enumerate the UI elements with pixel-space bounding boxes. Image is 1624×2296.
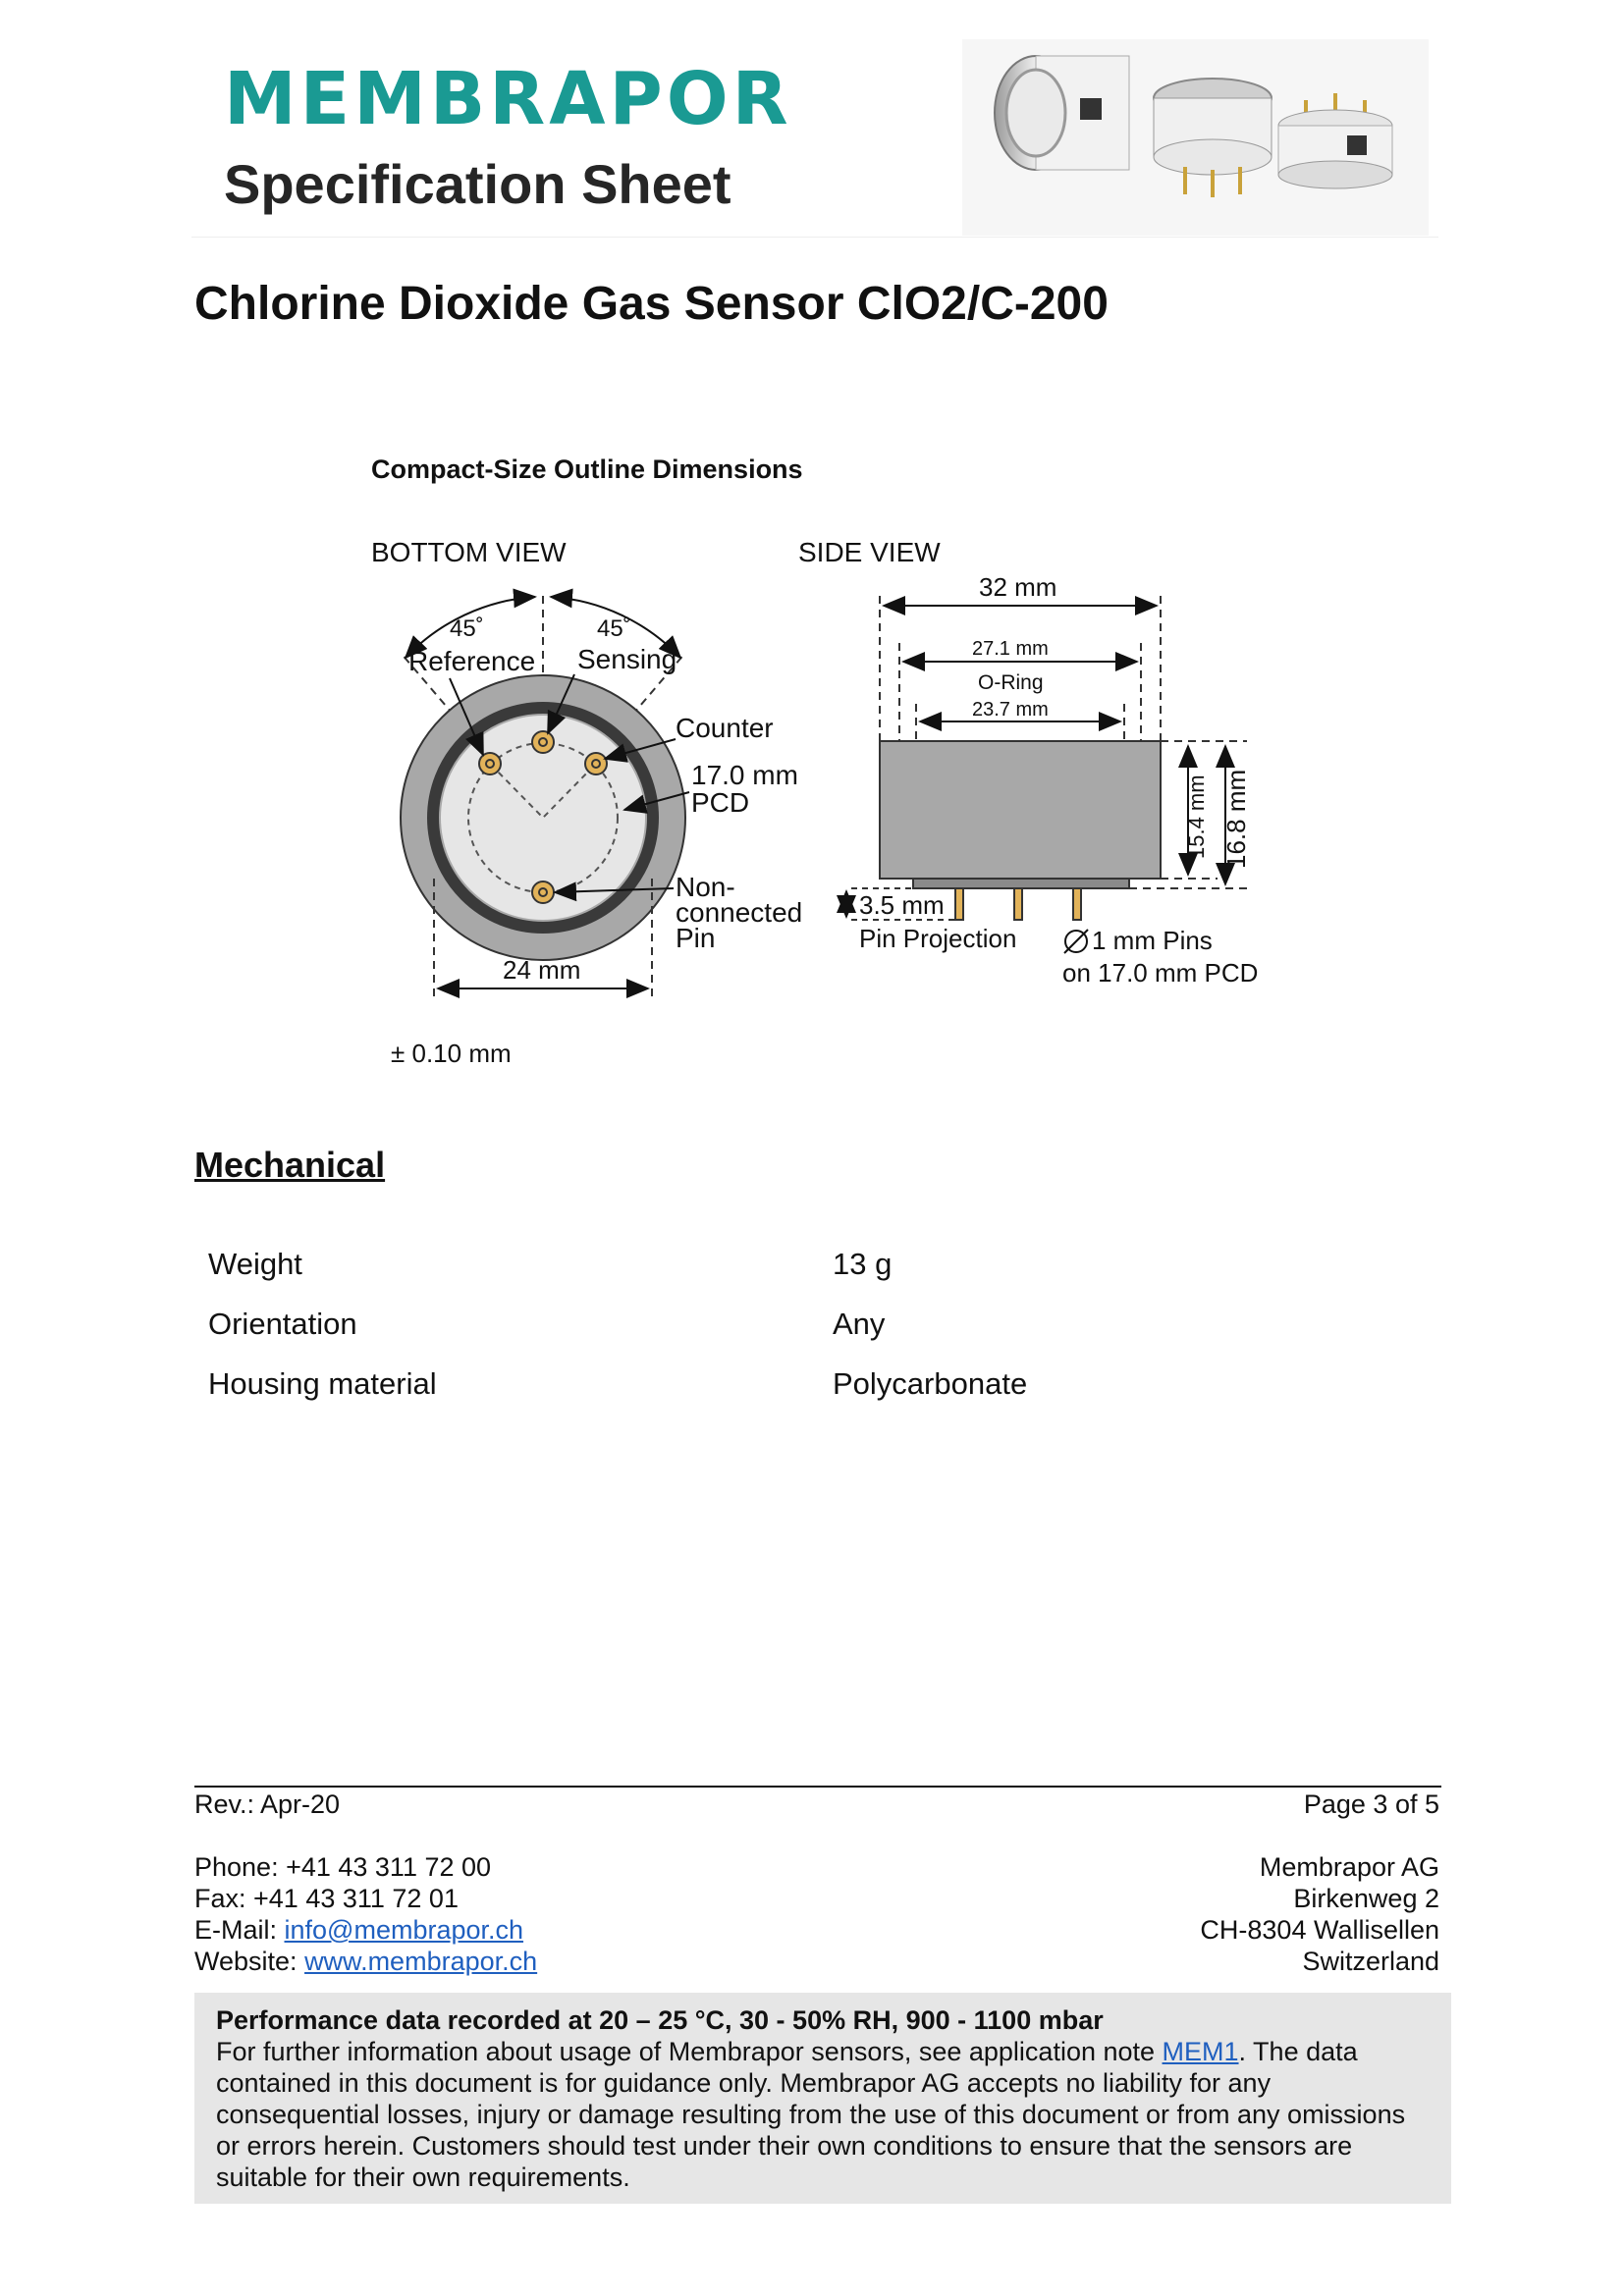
contact-block: [194, 1851, 537, 1977]
spec-row-housing: [208, 1366, 1288, 1406]
email-line: E-Mail: info@membrapor.ch: [194, 1915, 524, 1945]
bottom-view-drawing: [401, 596, 802, 996]
spec-label: Housing material: [208, 1366, 437, 1401]
pins-label: 1 mm Pins: [1092, 926, 1213, 955]
spec-row-weight: [208, 1247, 1288, 1286]
disclaimer-heading: Performance data recorded at 20 – 25 °C, 30 - 50% RH, 900 - 1100 mbar: [216, 2005, 1104, 2035]
pins-pcd-label: on 17.0 mm PCD: [1062, 958, 1259, 988]
width-32-label: 32 mm: [979, 572, 1057, 602]
svg-text:connected: connected: [676, 897, 803, 928]
pcd-label: PCD: [691, 787, 750, 818]
sensing-label: Sensing: [577, 644, 677, 674]
website-line: Website: www.membrapor.ch: [194, 1947, 538, 1976]
bottom-view-label: BOTTOM VIEW: [371, 537, 567, 567]
width-23-label: 23.7 mm: [972, 699, 1049, 721]
page-number: Page 3 of 5: [1303, 1789, 1439, 1819]
revision-label: Rev.: Apr-20: [194, 1789, 341, 1819]
diagram-heading: Compact-Size Outline Dimensions: [371, 454, 803, 484]
reference-label: Reference: [408, 646, 536, 676]
pin-projection-label: Pin Projection: [859, 924, 1017, 953]
oring-label: O-Ring: [978, 671, 1044, 694]
spec-sheet-subtitle: Specification Sheet: [224, 153, 731, 215]
side-view-label: SIDE VIEW: [798, 537, 941, 567]
country-text: Switzerland: [1302, 1947, 1439, 1976]
company-name: Membrapor AG: [1259, 1852, 1439, 1882]
svg-text:Non-: Non-: [676, 872, 735, 902]
disclaimer-text: Performance data recorded at 20 – 25 °C, 30 - 50% RH, 900 - 1100 mbar For further information about usage of Membrapor sensors, see application note MEM1. The data contained in this document is for guidance only. Membrapor AG accepts no liability for any consequential losses, injury or damage resulting from the use of this document or from any omissions or errors herein. Customers should test under their own conditions to ensure that the sensors are suitable for their own requirements.: [216, 2005, 1406, 2192]
sensor-photo-icon: [962, 39, 1429, 236]
spec-label: Orientation: [208, 1307, 357, 1341]
spec-value: Polycarbonate: [833, 1366, 1028, 1401]
document-title: Chlorine Dioxide Gas Sensor ClO2/C-200: [194, 278, 1109, 330]
width-27-label: 27.1 mm: [972, 638, 1049, 660]
spec-value: 13 g: [833, 1247, 893, 1281]
mem1-link[interactable]: MEM1: [1162, 2037, 1239, 2066]
street-text: Birkenweg 2: [1293, 1884, 1439, 1913]
height-15-label: 15.4 mm: [1184, 774, 1209, 859]
diameter-label: 24 mm: [503, 955, 581, 985]
fax-text: Fax: +41 43 311 72 01: [194, 1884, 459, 1913]
city-text: CH-8304 Wallisellen: [1200, 1915, 1439, 1945]
email-link[interactable]: info@membrapor.ch: [284, 1915, 524, 1945]
address-block: [1047, 1851, 1439, 1977]
outline-dimensions-diagram: [363, 447, 1286, 1075]
pcd-value: 17.0 mm: [691, 760, 798, 790]
tolerance-label: ± 0.10 mm: [391, 1039, 512, 1068]
side-view-drawing: [846, 572, 1258, 988]
height-16-label: 16.8 mm: [1221, 769, 1251, 869]
svg-text:Pin: Pin: [676, 923, 716, 953]
svg-text:45˚: 45˚: [450, 615, 484, 642]
header-divider: [191, 237, 1438, 238]
website-link[interactable]: www.membrapor.ch: [304, 1947, 538, 1976]
svg-text:45˚: 45˚: [597, 615, 631, 642]
mechanical-heading: Mechanical: [194, 1145, 386, 1185]
counter-label: Counter: [676, 713, 774, 743]
membrapor-logo: MEMBRAPOR: [224, 57, 792, 141]
phone-text: Phone: +41 43 311 72 00: [194, 1852, 492, 1882]
footer-divider: [194, 1786, 1441, 1788]
spec-value: Any: [833, 1307, 886, 1341]
spec-label: Weight: [208, 1247, 302, 1281]
pin-projection-value: 3.5 mm: [859, 890, 945, 920]
spec-row-orientation: [208, 1307, 1288, 1346]
